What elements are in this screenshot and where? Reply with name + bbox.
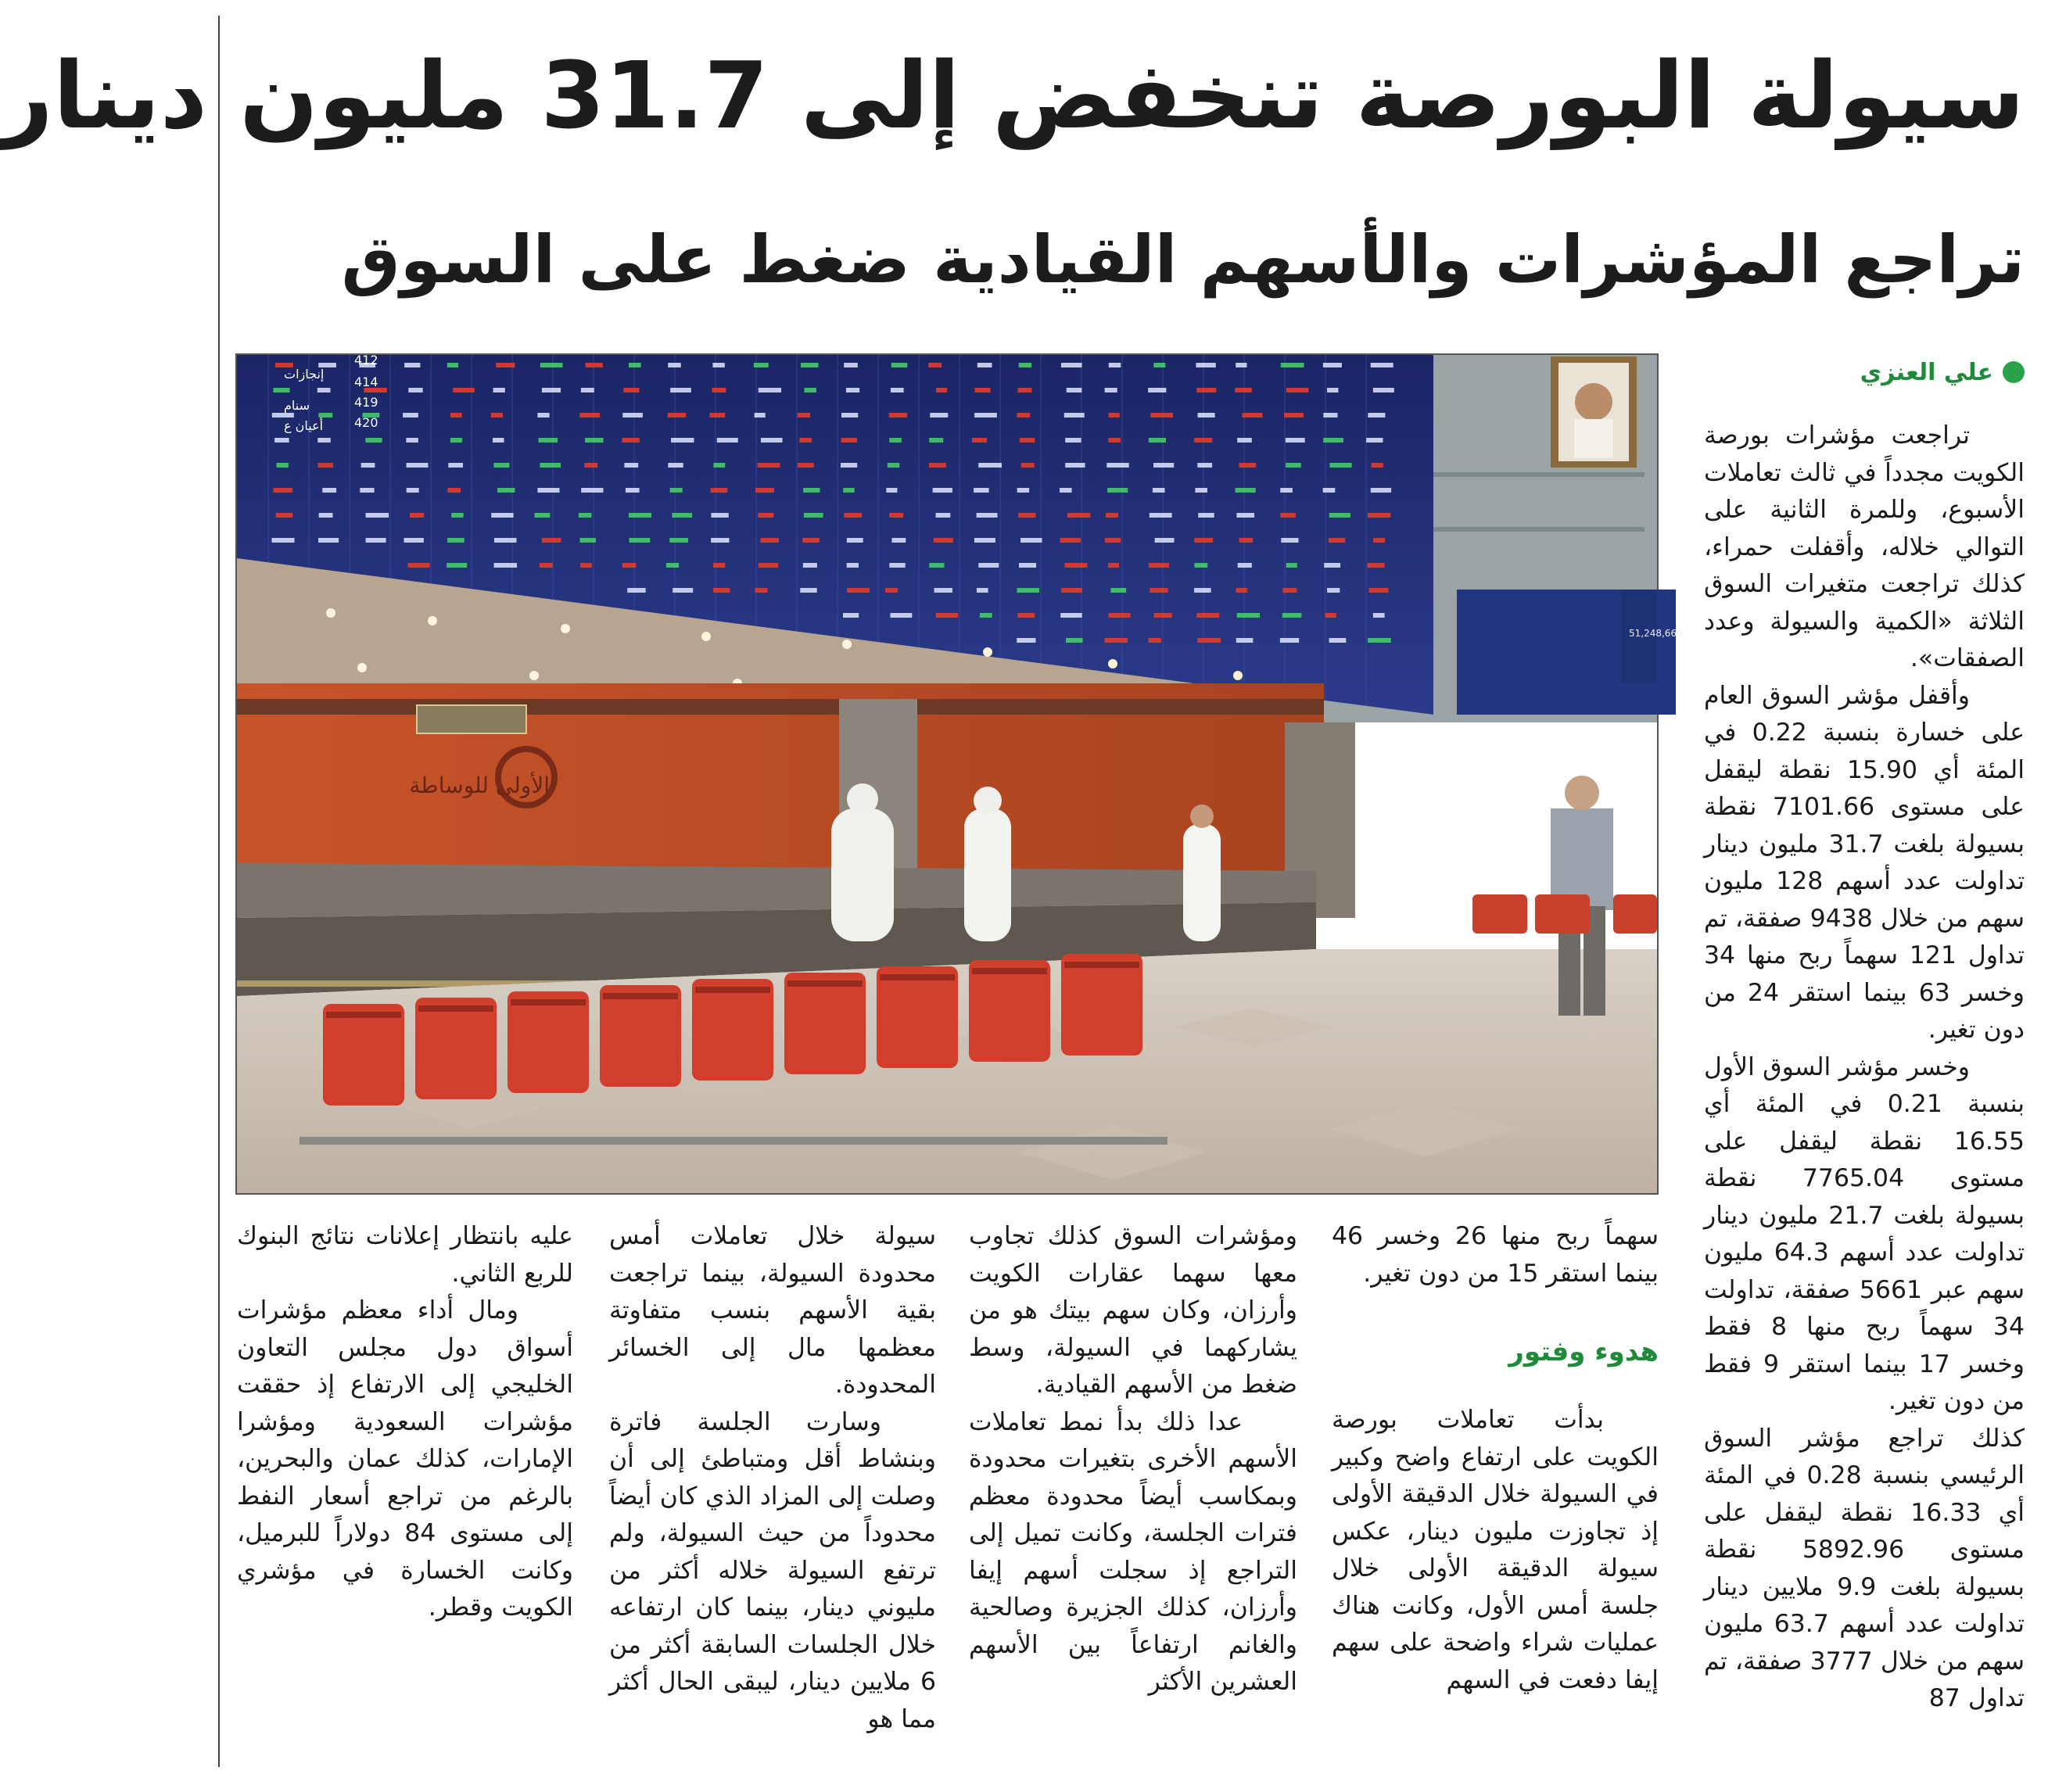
subheadline: تراجع المؤشرات والأسهم القيادية ضغط على السوق [341,221,2025,298]
paragraph: عدا ذلك بدأ نمط تعاملات الأسهم الأخرى بتغيرات محدودة وبمكاسب أيضاً محدودة معظم فترات الجلسة، وكانت تميل إلى التراجع إذ سجلت أسهم إيفا وأرزان، كذلك الجزيرة وصالحية والغانم ارتفاعاً بين الأسهم العشرين الأكثر [969,1407,1297,1696]
board-label: أعيان ع [284,418,324,433]
trading-floor-photo [235,353,1683,1195]
board-value: 414 [354,375,378,389]
paragraph: سهماً ربح منها 26 وخسر 46 بينما استقر 15 من دون تغير. [1332,1222,1659,1288]
banner-logo-text: الأولى للوساطة [409,772,550,798]
paragraph: سيولة خلال تعاملات أمس محدودة السيولة، بينما تراجعت بقية الأسهم بنسب متفاوتة معظمها مال إلى الخسائر المحدودة. [609,1222,936,1399]
portrait-frame [1551,357,1637,468]
paragraph: وأقفل مؤشر السوق العام على خسارة بنسبة 0.22 في المئة أي 15.90 نقطة ليقفل على مستوى 7101.66 نقطة بسيولة بلغت 31.7 مليون دينار تداولت عدد أسهم 128 مليون سهم من خلال 9438 صفقة، تم تداول 121 سهماً ربح منها 34 وخسر 63 بينما استقر 24 من دون تغير. [1704,681,2025,1044]
board-value: 419 [354,395,378,410]
paragraph: بدأت تعاملات بورصة الكويت على ارتفاع واضح وكبير في السيولة خلال الدقيقة الأولى إذ تجاوزت مليون دينار، عكس سيولة الدقيقة الأولى خلال جلسة أمس الأول، وكانت هناك عمليات شراء واضحة على سهم إيفا دفعت في السهم [1332,1406,1659,1694]
bench-seat [969,960,1050,1062]
paragraph: وسارت الجلسة فاترة وبنشاط أقل ومتباطئ إلى أن وصلت إلى المزاد الذي كان أيضاً محدوداً من حيث السيولة، ولم ترتفع السيولة خلاله أكثر من مليوني دينار، بينما كان ارتفاعه خلال الجلسات السابقة أكثر من 6 ملايين دينار، ليبقى الحال أكثر مما هو [609,1407,936,1733]
bench-seat [415,998,497,1099]
bench-seat [600,985,681,1087]
article-column-bottom-2 [969,1218,1297,1781]
board-value: 412 [354,353,378,367]
bench-seat [877,966,958,1068]
board-label: سنام [284,398,310,413]
article-column-bottom-3 [609,1218,936,1781]
bench-seat [508,991,589,1093]
left-column-rule [218,16,220,1767]
board-counter: 51,248,660 [1629,628,1683,639]
paragraph: تراجعت مؤشرات بورصة الكويت مجدداً في ثالث تعاملات الأسبوع، وللمرة الثانية على التوالي خلاله، وأقفلت حمراء، كذلك تراجعت متغيرات السوق الثلاثة «الكمية والسيولة وعدد الصفقات». [1704,421,2025,672]
bench-seat [784,973,866,1074]
author-name: علي العنزي [1860,358,1993,386]
paragraph: ومؤشرات السوق كذلك تجاوب معها سهما عقارات الكويت وأرزان، وكان سهم بيتك هو من يشاركهما في السيولة، وسط ضغط من الأسهم القيادية. [969,1222,1297,1399]
board-label: إنجازات [284,367,325,382]
paragraph: عليه بانتظار إعلانات نتائج البنوك للربع الثاني. [237,1222,573,1288]
bullet-icon [2003,361,2025,383]
bench-seat [323,1004,404,1106]
article-column-bottom-1 [1332,1218,1659,1781]
paragraph: كذلك تراجع مؤشر السوق الرئيسي بنسبة 0.28 في المئة أي 16.33 نقطة ليقفل على مستوى 5892.96 نقطة بسيولة بلغت 9.9 ملايين دينار تداولت عدد أسهم 63.7 مليون سهم من خلال 3777 صفقة، تم تداول 87 [1704,1424,2025,1712]
headline: سيولة البورصة تنخفض إلى 31.7 مليون دينار [0,41,2025,149]
bench-seat [1061,954,1142,1055]
byline [1712,353,2025,391]
section-subheading: هدوء وفتور [1508,1336,1659,1367]
bench-seat [692,979,773,1081]
board-value: 420 [354,415,378,430]
article-column-bottom-4 [237,1218,573,1781]
paragraph: ومال أداء معظم مؤشرات أسواق دول مجلس التعاون الخليجي إلى الارتفاع إذ حققت مؤشرات السعودية ومؤشرا الإمارات، كذلك عمان والبحرين، بالرغم من تراجع أسعار النفط إلى مستوى 84 دولاراً للبرميل، وكانت الخسارة في مؤشري الكويت وقطر. [237,1296,573,1622]
article-column-right [1704,418,2025,1778]
paragraph: وخسر مؤشر السوق الأول بنسبة 0.21 في المئة أي 16.55 نقطة ليقفل على مستوى 7765.04 نقطة بسيولة بلغت 21.7 مليون دينار تداولت عدد أسهم 64.3 مليون سهم عبر 5661 صفقة، تداولت 34 سهماً ربح منها 8 فقط وخسر 17 بينما استقر 9 فقط من دون تغير. [1704,1052,2025,1415]
